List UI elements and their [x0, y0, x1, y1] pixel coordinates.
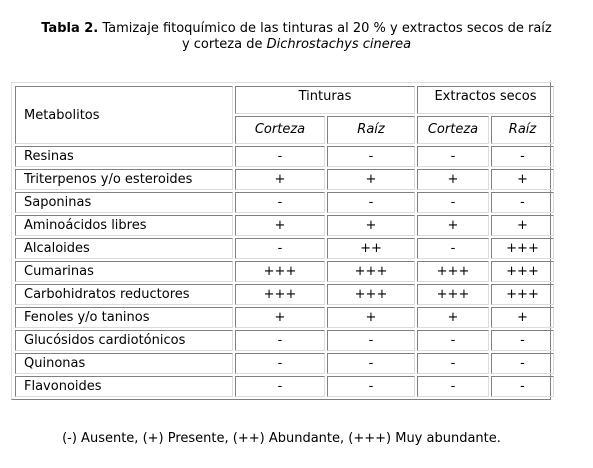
- result-cell: +: [417, 169, 489, 190]
- table-caption: [0, 21, 593, 53]
- caption-label: Tabla 2.: [41, 21, 99, 36]
- caption-text: Tamizaje fitoquímico de las tinturas al 20 % y extractos secos de raíz: [98, 21, 552, 36]
- result-cell: +++: [491, 261, 554, 282]
- result-cell: -: [417, 238, 489, 259]
- result-cell: -: [417, 353, 489, 374]
- result-cell: +: [235, 307, 325, 328]
- table-row: [15, 353, 554, 374]
- result-cell: -: [417, 376, 489, 397]
- metabolite-name: Flavonoides: [15, 376, 233, 397]
- result-cell: +: [417, 215, 489, 236]
- result-cell: -: [235, 353, 325, 374]
- caption-species: Dichrostachys cinerea: [266, 37, 412, 52]
- table-row: [15, 261, 554, 282]
- result-cell: +++: [417, 284, 489, 305]
- result-cell: +++: [327, 261, 415, 282]
- result-cell: -: [491, 192, 554, 213]
- result-cell: +: [235, 169, 325, 190]
- metabolite-name: Quinonas: [15, 353, 233, 374]
- header-extractos-corteza: Corteza: [417, 116, 489, 144]
- result-cell: +++: [417, 261, 489, 282]
- table-row: [15, 146, 554, 167]
- result-cell: +: [491, 215, 554, 236]
- result-cell: +: [491, 169, 554, 190]
- caption-text-2: y corteza de: [181, 37, 267, 52]
- result-cell: -: [327, 192, 415, 213]
- table-row: [15, 215, 554, 236]
- metabolite-name: Fenoles y/o taninos: [15, 307, 233, 328]
- metabolite-name: Glucósidos cardiotónicos: [15, 330, 233, 351]
- metabolite-name: Cumarinas: [15, 261, 233, 282]
- table-row: [15, 238, 554, 259]
- header-extractos-secos: Extractos secos: [417, 86, 554, 114]
- result-cell: -: [235, 192, 325, 213]
- result-cell: -: [327, 376, 415, 397]
- result-cell: -: [417, 192, 489, 213]
- header-row-groups: [15, 86, 554, 114]
- metabolite-name: Carbohidratos reductores: [15, 284, 233, 305]
- result-cell: +: [235, 215, 325, 236]
- result-cell: +: [417, 307, 489, 328]
- result-cell: -: [417, 146, 489, 167]
- result-cell: -: [235, 238, 325, 259]
- result-cell: +: [327, 307, 415, 328]
- result-cell: -: [327, 353, 415, 374]
- metabolite-name: Alcaloides: [15, 238, 233, 259]
- caption-line-2: [0, 37, 593, 53]
- header-extractos-raiz: Raíz: [491, 116, 554, 144]
- metabolite-name: Resinas: [15, 146, 233, 167]
- result-cell: -: [327, 146, 415, 167]
- result-cell: ++: [327, 238, 415, 259]
- result-cell: -: [491, 146, 554, 167]
- header-tinturas-corteza: Corteza: [235, 116, 325, 144]
- result-cell: -: [235, 376, 325, 397]
- result-cell: -: [235, 330, 325, 351]
- table-row: [15, 307, 554, 328]
- table-row: [15, 192, 554, 213]
- result-cell: -: [327, 330, 415, 351]
- result-cell: -: [491, 376, 554, 397]
- header-tinturas-raiz: Raíz: [327, 116, 415, 144]
- table-row: [15, 169, 554, 190]
- header-metabolitos: Metabolitos: [15, 86, 233, 144]
- result-cell: +++: [491, 238, 554, 259]
- result-cell: +: [491, 307, 554, 328]
- table-row: [15, 376, 554, 397]
- result-cell: +: [327, 215, 415, 236]
- result-cell: +++: [235, 261, 325, 282]
- table-row: [15, 284, 554, 305]
- caption-line-1: [0, 21, 593, 37]
- result-cell: -: [491, 353, 554, 374]
- metabolite-name: Saponinas: [15, 192, 233, 213]
- table-row: [15, 330, 554, 351]
- header-tinturas: Tinturas: [235, 86, 415, 114]
- result-cell: +++: [491, 284, 554, 305]
- metabolite-name: Triterpenos y/o esteroides: [15, 169, 233, 190]
- result-cell: +: [327, 169, 415, 190]
- phytochemical-table: [13, 84, 556, 399]
- metabolite-name: Aminoácidos libres: [15, 215, 233, 236]
- table-legend: (-) Ausente, (+) Presente, (++) Abundante, (+++) Muy abundante.: [62, 431, 501, 446]
- result-cell: -: [417, 330, 489, 351]
- result-cell: -: [235, 146, 325, 167]
- result-cell: +++: [327, 284, 415, 305]
- result-cell: -: [491, 330, 554, 351]
- result-cell: +++: [235, 284, 325, 305]
- data-table-frame: [11, 82, 551, 400]
